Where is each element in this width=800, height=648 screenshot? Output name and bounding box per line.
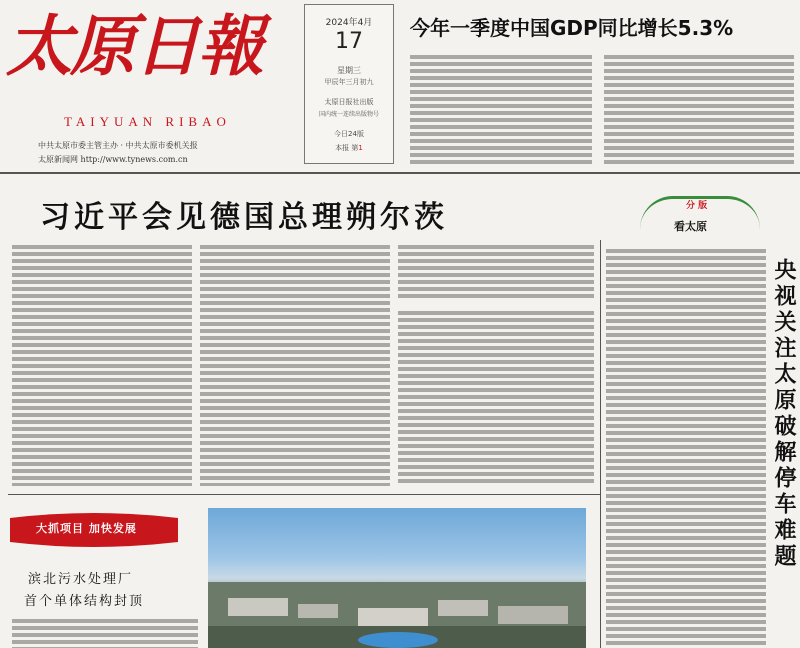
site-line: 太原新闻网 http://www.tynews.com.cn — [38, 155, 188, 164]
badge-bottom: 看太原 — [674, 220, 707, 233]
masthead-rule — [0, 172, 800, 174]
aerial-photo-art — [208, 508, 586, 648]
feature-subhead-2[interactable]: 首个单体结构封顶 — [24, 594, 145, 609]
cn-number: 国内统一连续出版物号 — [318, 111, 379, 118]
date-box — [304, 4, 394, 164]
masthead-romanization: TAIYUAN RIBAO — [64, 114, 231, 129]
feature-banner-label: 大抓项目 加快发展 — [36, 522, 137, 535]
top-headline[interactable]: 今年一季度中国GDP同比增长5.3% — [410, 16, 734, 40]
date-weekday: 星期三 — [337, 66, 361, 75]
side-vertical-headline[interactable]: 央视关注太原破解停车难题 — [771, 258, 796, 570]
top-article-text-left — [410, 54, 592, 166]
page-number: 本报 第1 — [335, 144, 363, 152]
badge-top: 分 版 — [686, 201, 708, 211]
sponsor-line: 中共太原市委主管主办 · 中共太原市委机关报 — [38, 141, 198, 150]
column-rule — [600, 240, 601, 648]
section-rule — [8, 494, 600, 495]
side-article-text — [606, 248, 766, 648]
masthead-logo: 太原日報 — [6, 7, 262, 85]
main-article-col3 — [398, 244, 594, 300]
main-article-col2 — [200, 244, 390, 486]
date-day: 17 — [335, 29, 363, 54]
main-article-col1 — [12, 244, 192, 486]
issue-count: 今日24版 — [334, 130, 364, 138]
date-lunar: 甲辰年三月初九 — [324, 78, 374, 86]
aerial-photo — [208, 508, 586, 648]
top-article-text-right — [604, 54, 794, 166]
feature-subhead-1[interactable]: 滨北污水处理厂 — [28, 572, 134, 587]
feature-text — [12, 618, 198, 648]
publisher: 太原日报社出版 — [324, 98, 374, 106]
main-headline[interactable]: 习近平会见德国总理朔尔茨 — [40, 200, 448, 235]
date-year-month: 2024年4月 — [325, 18, 373, 28]
main-article-col3b — [398, 310, 594, 486]
